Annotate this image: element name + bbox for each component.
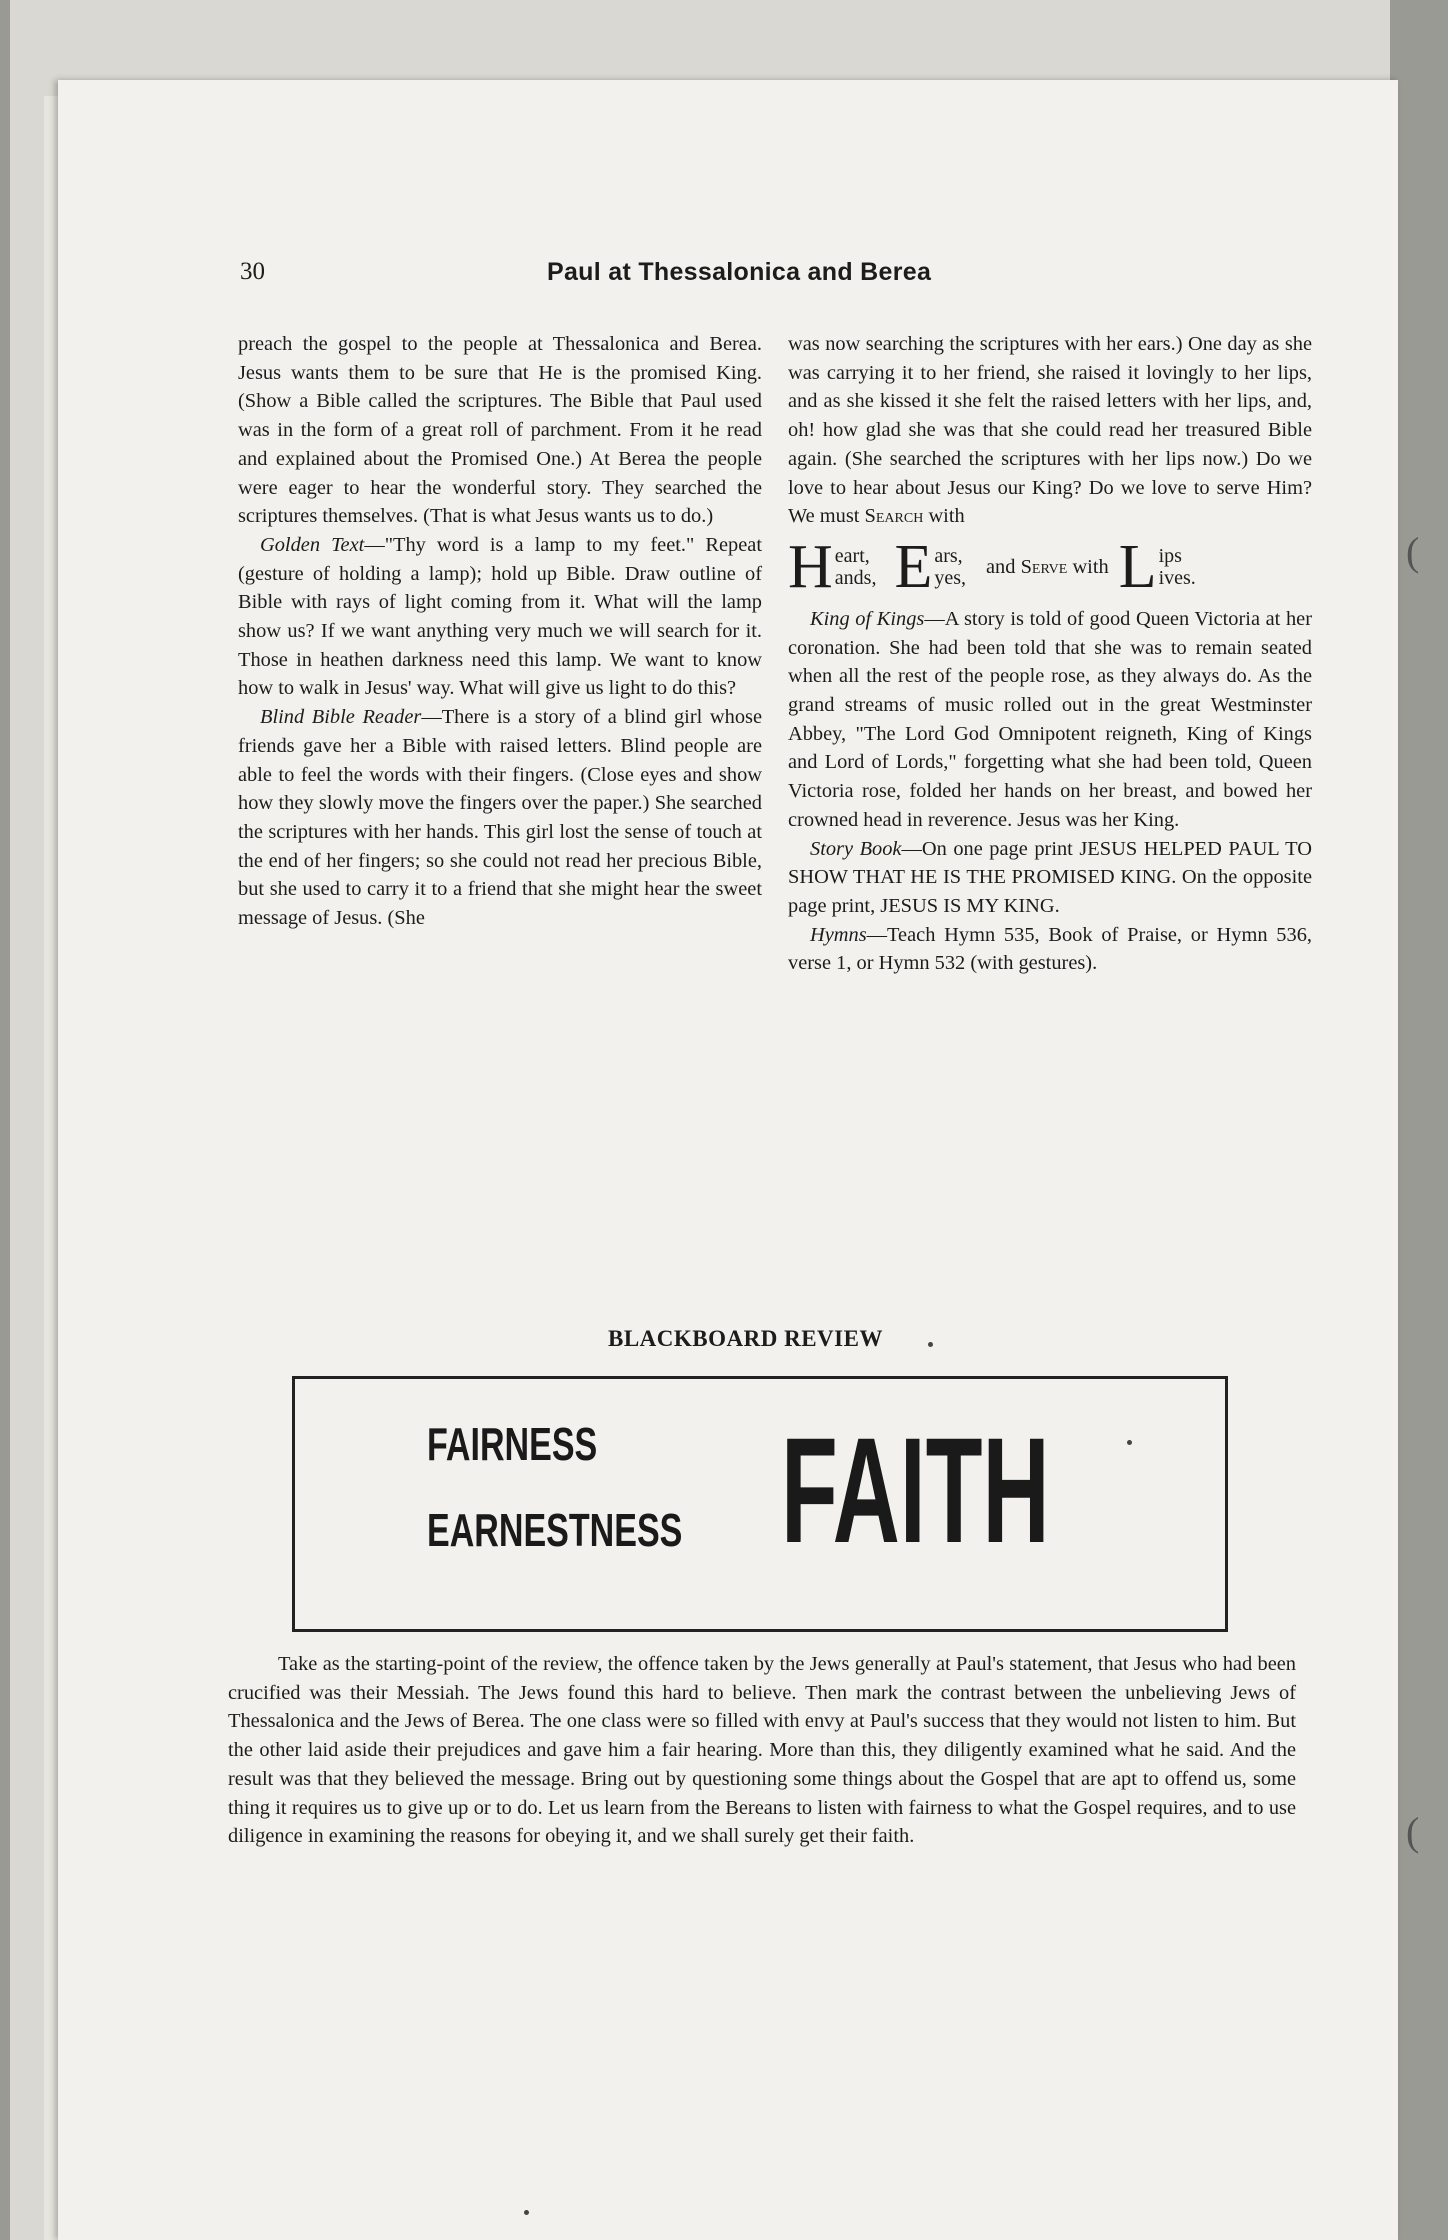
right-column bbox=[788, 330, 1312, 978]
right-paragraph-intro bbox=[788, 330, 1312, 531]
hymns-body: —Teach Hymn 535, Book of Praise, or Hymn 536, verse 1, or Hymn 532 (with gestures). bbox=[788, 923, 1312, 975]
review-paragraph: Take as the starting-point of the review, the offence taken by the Jews generally at Paul's statement, that Jesus who had been crucified was their Messiah. The Jews found this hard to believe. Then mark the contrast between the unbelieving Jews of Thessalonica and the Jews of Berea. The one class were so filled with envy at Paul's success that they would not listen to him. But the other laid aside their prejudices and gave him a fair hearing. More than this, they diligently examined what he said. And the result was that they believed the message. Bring out by questioning some things about the Gospel that are apt to offend us, some thing it requires us to give up or to do. Let us learn from the Bereans to listen with fairness to what the Gospel requires, and to use diligence in examining the reasons for obeying it, and we shall surely get their faith. bbox=[228, 1653, 1296, 1848]
right-intro-text: was now searching the scriptures with her ears.) One day as she was carrying it to her friend, she raised it lovingly to her lips, and as she kissed it she felt the raised letters with her lips, and, oh! how glad she was that she could read her treasured Bible again. (She searched the scriptures with her lips now.) Do we love to hear about Jesus our King? Do we love to serve Him? We must bbox=[788, 333, 1312, 528]
acrostic-l-words bbox=[1159, 545, 1196, 589]
king-of-kings-label: King of Kings bbox=[810, 607, 925, 630]
hymns-label: Hymns bbox=[810, 923, 867, 946]
story-book-label: Story Book bbox=[810, 837, 902, 860]
acrostic-e-words bbox=[934, 545, 966, 589]
acrostic-l-top: ips bbox=[1158, 544, 1182, 567]
ink-dot bbox=[928, 1342, 933, 1347]
acrostic-h-top: eart, bbox=[834, 544, 870, 567]
search-word: Search bbox=[864, 505, 924, 528]
acrostic-letter-h: H bbox=[788, 532, 833, 601]
golden-text-body: —"Thy word is a lamp to my feet." Repeat (gesture of holding a lamp); hold up Bible. Draw outline of Bible with rays of light coming from it. What will the lamp show us? If we want anything very much we will search for it. Those in heathen darkness need this lamp. We want to know how to walk in Jesus' way. What will give us light to do this? bbox=[238, 533, 763, 700]
search-with-word: with bbox=[928, 505, 965, 528]
running-title: Paul at Thessalonica and Berea bbox=[547, 258, 932, 286]
blackboard-box bbox=[292, 1376, 1228, 1632]
margin-mark-icon: ( bbox=[1406, 1809, 1420, 1854]
acrostic-serve: Serve bbox=[1020, 555, 1068, 578]
acrostic bbox=[788, 532, 1312, 601]
blind-reader-paragraph bbox=[238, 703, 762, 933]
golden-text-label: Golden Text bbox=[260, 533, 365, 556]
acrostic-h-bottom: ands, bbox=[834, 566, 877, 589]
king-of-kings-paragraph bbox=[788, 605, 1312, 835]
golden-text-paragraph bbox=[238, 531, 762, 703]
acrostic-letter-l: L bbox=[1118, 532, 1157, 601]
left-column bbox=[238, 330, 762, 933]
acrostic-letter-e: E bbox=[894, 532, 933, 601]
margin-mark-icon: ( bbox=[1406, 529, 1420, 574]
blackboard-word-fairness: FAIRNESS bbox=[427, 1418, 598, 1470]
acrostic-with: with bbox=[1072, 555, 1109, 578]
acrostic-and: and bbox=[986, 555, 1016, 578]
blind-reader-body: —There is a story of a blind girl whose friends gave her a Bible with raised letters. Blind people are able to feel the words with their fingers. (Close eyes and show how they slowly move the fingers over the paper.) She searched the scriptures with her hands. This girl lost the sense of touch at the end of her fingers; so she could not read her precious Bible, but she used to carry it to a friend that she might hear the sweet message of Jesus. (She bbox=[238, 706, 762, 930]
acrostic-e-bottom: yes, bbox=[934, 566, 966, 589]
story-book-paragraph bbox=[788, 835, 1312, 921]
blackboard-review-title: BLACKBOARD REVIEW bbox=[608, 1326, 883, 1351]
ink-dot bbox=[1127, 1440, 1132, 1445]
page-edge bbox=[44, 96, 59, 2240]
blackboard-word-faith: FAITH bbox=[781, 1406, 1050, 1574]
page-number: 30 bbox=[240, 258, 265, 285]
acrostic-e-top: ars, bbox=[934, 544, 963, 567]
hymns-paragraph bbox=[788, 921, 1312, 978]
left-paragraph-intro: preach the gospel to the people at Thessalonica and Berea. Jesus wants them to be sure that He is the promised King. (Show a Bible called the scriptures. The Bible that Paul used was in the form of a great roll of parchment. From it he read and explained about the Promised One.) At Berea the people were eager to hear the wonderful story. They searched the scriptures themselves. (That is what Jesus wants us to do.) bbox=[238, 333, 762, 528]
acrostic-h-words bbox=[835, 545, 877, 589]
acrostic-connector bbox=[986, 553, 1109, 582]
story-book-body: —On one page print JESUS HELPED PAUL TO SHOW THAT HE IS THE PROMISED KING. On the opposite page print, JESUS IS MY KING. bbox=[788, 837, 1312, 917]
page-header bbox=[240, 258, 1010, 292]
review-section bbox=[228, 1650, 1296, 1851]
king-of-kings-body: —A story is told of good Queen Victoria at her coronation. She had been told that she was to remain seated when all the rest of the people rose, as they always do. As the grand streams of music rolled out in the great Westminster Abbey, "The Lord God Omnipotent reigneth, King of Kings and Lord of Lords," forgetting what she had been told, Queen Victoria rose, folded her hands on her breast, and bowed her crowned head in reverence. Jesus was her King. bbox=[788, 607, 1312, 831]
acrostic-l-bottom: ives. bbox=[1158, 566, 1196, 589]
blackboard-word-earnestness: EARNESTNESS bbox=[427, 1504, 683, 1556]
blind-reader-label: Blind Bible Reader bbox=[260, 706, 422, 729]
ink-dot bbox=[524, 2210, 529, 2215]
